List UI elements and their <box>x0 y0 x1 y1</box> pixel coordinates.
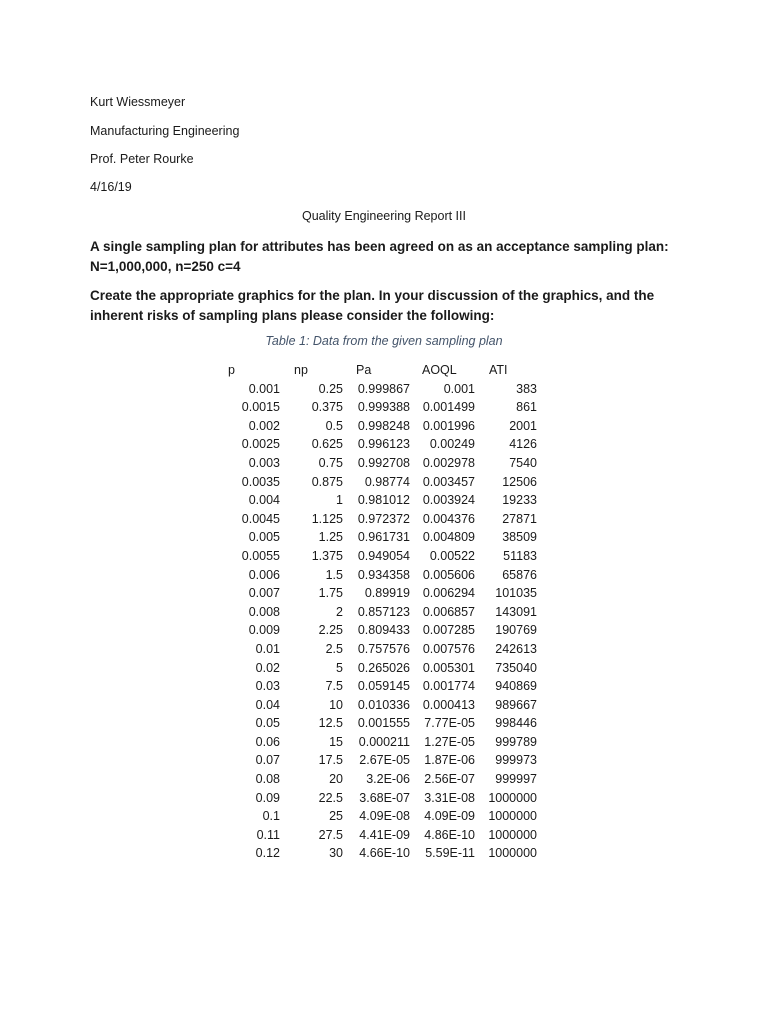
cell-aoql: 0.002978 <box>422 455 475 470</box>
cell-aoql: 0.007285 <box>422 623 475 638</box>
cell-ati: 1000000 <box>488 846 537 861</box>
cell-np: 25 <box>329 809 343 824</box>
cell-p: 0.08 <box>255 772 280 787</box>
cell-p: 0.07 <box>255 753 280 768</box>
cell-ati: 143091 <box>495 604 537 619</box>
cell-aoql: 0.001774 <box>422 679 475 694</box>
table-caption: Table 1: Data from the given sampling plan <box>265 334 503 348</box>
cell-ati: 7540 <box>509 455 537 470</box>
cell-aoql: 1.87E-06 <box>424 753 475 768</box>
cell-pa: 4.09E-08 <box>359 809 410 824</box>
report-title: Quality Engineering Report III <box>302 209 466 223</box>
cell-ati: 999997 <box>495 772 537 787</box>
cell-aoql: 0.00249 <box>429 437 475 452</box>
cell-np: 0.875 <box>311 474 343 489</box>
cell-ati: 1000000 <box>488 827 537 842</box>
cell-aoql: 0.001996 <box>422 418 475 433</box>
cell-p: 0.06 <box>255 734 280 749</box>
cell-np: 1.375 <box>311 548 343 563</box>
cell-ati: 383 <box>516 381 537 396</box>
cell-p: 0.01 <box>255 641 280 656</box>
cell-np: 1.5 <box>325 567 343 582</box>
cell-p: 0.0035 <box>241 474 280 489</box>
cell-ati: 19233 <box>502 493 537 508</box>
cell-np: 1.125 <box>311 511 343 526</box>
cell-pa: 0.961731 <box>357 530 410 545</box>
cell-p: 0.03 <box>255 679 280 694</box>
cell-aoql: 4.86E-10 <box>424 827 475 842</box>
cell-pa: 4.66E-10 <box>359 846 410 861</box>
cell-ati: 2001 <box>509 418 537 433</box>
cell-ati: 1000000 <box>488 809 537 824</box>
column-header-p: p <box>228 363 235 377</box>
cell-aoql: 0.003924 <box>422 493 475 508</box>
cell-p: 0.11 <box>256 827 280 842</box>
cell-aoql: 7.77E-05 <box>424 716 475 731</box>
cell-aoql: 0.004376 <box>422 511 475 526</box>
cell-np: 2.5 <box>325 641 343 656</box>
cell-pa: 0.809433 <box>357 623 410 638</box>
cell-np: 2.25 <box>318 623 343 638</box>
cell-pa: 0.949054 <box>357 548 410 563</box>
cell-aoql: 0.005606 <box>422 567 475 582</box>
cell-ati: 38509 <box>502 530 537 545</box>
cell-aoql: 0.00522 <box>429 548 475 563</box>
cell-p: 0.05 <box>255 716 280 731</box>
cell-ati: 989667 <box>495 697 537 712</box>
cell-p: 0.008 <box>248 604 280 619</box>
cell-aoql: 0.001 <box>443 381 475 396</box>
cell-ati: 4126 <box>509 437 537 452</box>
column-header-np: np <box>294 363 308 377</box>
cell-pa: 0.001555 <box>357 716 410 731</box>
cell-np: 1.25 <box>318 530 343 545</box>
cell-aoql: 5.59E-11 <box>425 846 475 861</box>
cell-ati: 190769 <box>495 623 537 638</box>
cell-p: 0.007 <box>248 586 280 601</box>
cell-np: 0.375 <box>311 400 343 415</box>
cell-np: 20 <box>329 772 343 787</box>
author-name: Kurt Wiessmeyer <box>90 95 186 109</box>
cell-aoql: 0.005301 <box>422 660 475 675</box>
cell-aoql: 0.004809 <box>422 530 475 545</box>
cell-p: 0.004 <box>248 493 280 508</box>
cell-ati: 861 <box>516 400 537 415</box>
cell-aoql: 0.006294 <box>422 586 475 601</box>
cell-p: 0.04 <box>255 697 280 712</box>
department: Manufacturing Engineering <box>90 124 240 138</box>
cell-aoql: 2.56E-07 <box>424 772 475 787</box>
cell-aoql: 0.007576 <box>422 641 475 656</box>
cell-ati: 998446 <box>495 716 537 731</box>
cell-p: 0.003 <box>248 455 280 470</box>
cell-aoql: 3.31E-08 <box>424 790 475 805</box>
cell-aoql: 4.09E-09 <box>424 809 475 824</box>
cell-np: 5 <box>336 660 343 675</box>
cell-pa: 0.998248 <box>357 418 410 433</box>
cell-ati: 101035 <box>495 586 537 601</box>
cell-p: 0.09 <box>255 790 280 805</box>
cell-ati: 999789 <box>495 734 537 749</box>
cell-np: 15 <box>329 734 343 749</box>
cell-aoql: 0.000413 <box>422 697 475 712</box>
cell-p: 0.009 <box>248 623 280 638</box>
cell-aoql: 0.001499 <box>422 400 475 415</box>
cell-aoql: 0.006857 <box>422 604 475 619</box>
cell-np: 0.5 <box>325 418 343 433</box>
cell-np: 1.75 <box>318 586 343 601</box>
cell-p: 0.002 <box>248 418 280 433</box>
cell-np: 0.75 <box>318 455 343 470</box>
cell-np: 27.5 <box>318 827 343 842</box>
cell-pa: 0.000211 <box>358 734 410 749</box>
cell-np: 1 <box>336 493 343 508</box>
cell-pa: 4.41E-09 <box>359 827 410 842</box>
cell-ati: 999973 <box>495 753 537 768</box>
cell-pa: 0.857123 <box>357 604 410 619</box>
cell-pa: 0.89919 <box>364 586 410 601</box>
cell-pa: 0.999867 <box>357 381 410 396</box>
cell-np: 0.625 <box>311 437 343 452</box>
cell-p: 0.001 <box>248 381 280 396</box>
cell-pa: 0.999388 <box>357 400 410 415</box>
cell-pa: 0.972372 <box>357 511 410 526</box>
cell-pa: 0.992708 <box>357 455 410 470</box>
cell-p: 0.0025 <box>241 437 280 452</box>
cell-np: 7.5 <box>325 679 343 694</box>
cell-pa: 0.059145 <box>357 679 410 694</box>
cell-pa: 0.996123 <box>357 437 410 452</box>
cell-ati: 1000000 <box>488 790 537 805</box>
cell-p: 0.006 <box>248 567 280 582</box>
cell-pa: 0.98774 <box>364 474 410 489</box>
cell-aoql: 0.003457 <box>422 474 475 489</box>
cell-np: 0.25 <box>318 381 343 396</box>
column-header-pa: Pa <box>356 363 372 377</box>
cell-p: 0.0055 <box>241 548 280 563</box>
cell-np: 12.5 <box>318 716 343 731</box>
cell-np: 30 <box>329 846 343 861</box>
cell-ati: 940869 <box>495 679 537 694</box>
cell-p: 0.02 <box>255 660 280 675</box>
cell-ati: 51183 <box>503 548 537 563</box>
cell-pa: 3.68E-07 <box>359 790 410 805</box>
cell-p: 0.005 <box>248 530 280 545</box>
cell-p: 0.1 <box>262 809 280 824</box>
cell-aoql: 1.27E-05 <box>424 734 475 749</box>
cell-p: 0.12 <box>255 846 280 861</box>
cell-ati: 242613 <box>495 641 537 656</box>
professor-name: Prof. Peter Rourke <box>90 152 194 166</box>
cell-np: 2 <box>336 604 343 619</box>
instructions-paragraph: Create the appropriate graphics for the plan. In your discussion of the graphics, and the inherent risks of sampling plans please consider the following: <box>90 288 655 323</box>
cell-ati: 12506 <box>502 474 537 489</box>
cell-pa: 0.757576 <box>357 641 410 656</box>
cell-ati: 27871 <box>502 511 537 526</box>
cell-pa: 0.934358 <box>357 567 410 582</box>
cell-pa: 0.010336 <box>357 697 410 712</box>
cell-pa: 2.67E-05 <box>359 753 410 768</box>
cell-pa: 0.981012 <box>357 493 410 508</box>
column-header-aoql: AOQL <box>422 363 457 377</box>
cell-ati: 735040 <box>495 660 537 675</box>
cell-pa: 0.265026 <box>357 660 410 675</box>
cell-pa: 3.2E-06 <box>366 772 410 787</box>
report-date: 4/16/19 <box>90 180 132 194</box>
column-header-ati: ATI <box>489 363 508 377</box>
cell-ati: 65876 <box>502 567 537 582</box>
cell-np: 17.5 <box>318 753 343 768</box>
cell-p: 0.0015 <box>241 400 280 415</box>
plan-description-paragraph: A single sampling plan for attributes has been agreed on as an acceptance sampling plan: N=1,000,000, n=250 c=4 <box>90 239 669 274</box>
cell-np: 22.5 <box>318 790 343 805</box>
cell-p: 0.0045 <box>241 511 280 526</box>
cell-np: 10 <box>329 697 343 712</box>
